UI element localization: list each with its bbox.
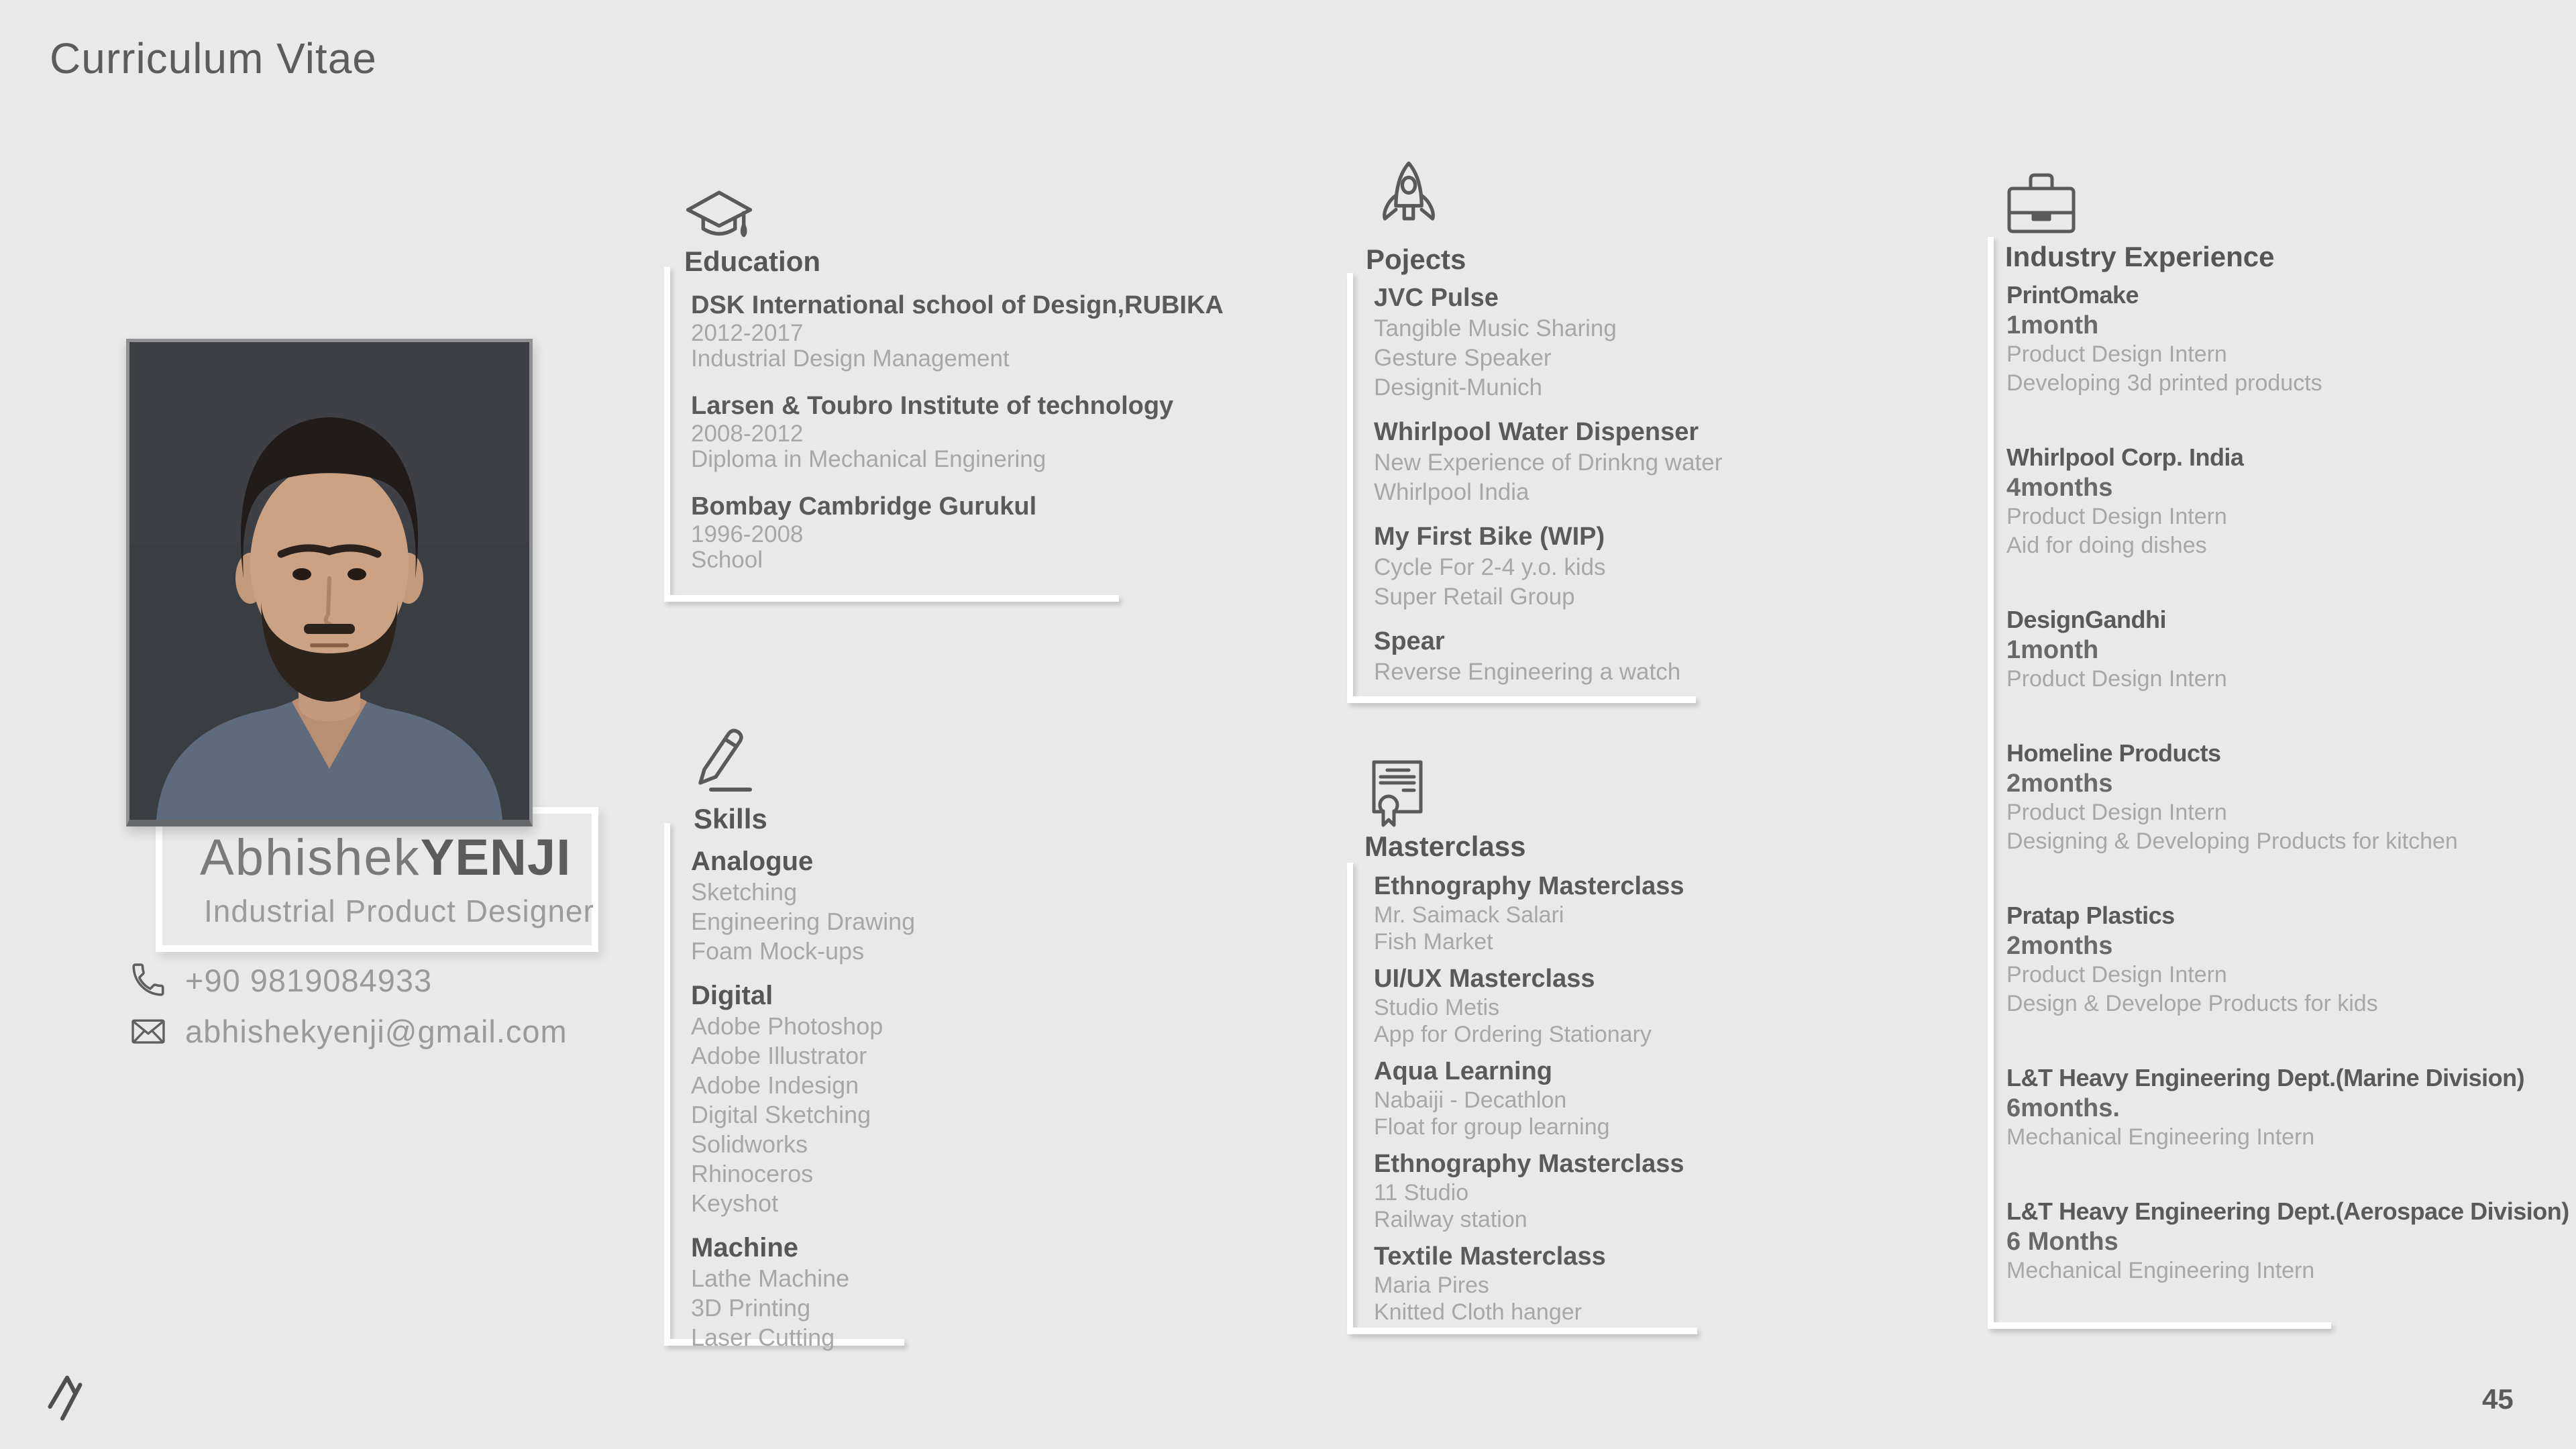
industry-experience-label: Industry Experience (2005, 241, 2275, 272)
industry-detail-line: Product Design Intern (2006, 504, 2227, 529)
skill-item: Foam Mock-ups (691, 937, 865, 965)
industry-details (2006, 502, 2510, 560)
school-name: Bombay Cambridge Gurukul (691, 492, 1037, 521)
skill-item: Keyshot (691, 1189, 779, 1217)
industry-detail-line: Developing 3d printed products (2006, 370, 2322, 396)
education-left-line (664, 267, 670, 595)
skill-item: Rhinoceros (691, 1160, 814, 1187)
company-name: Whirlpool Corp. India (2006, 443, 2244, 471)
ay-monogram-logo (43, 1368, 102, 1434)
masterclass-title: Aqua Learning (1374, 1057, 1553, 1085)
industry-left-line (1988, 237, 1994, 1322)
industry-entry (2006, 1196, 2569, 1285)
skill-group-label: Machine (691, 1233, 799, 1263)
masterclass-section (1347, 751, 1776, 1336)
company-name: L&T Heavy Engineering Dept.(Marine Division) (2006, 1064, 2525, 1091)
page-title: Curriculum Vitae (50, 34, 377, 83)
duration: 6months. (2006, 1094, 2120, 1122)
skills-groups (691, 832, 953, 1352)
portrait-illustration (129, 342, 529, 820)
skill-item: Adobe Photoshop (691, 1012, 883, 1040)
project-detail-line: Designit-Munich (1374, 374, 1542, 400)
project-entry (1374, 521, 1770, 612)
school-detail-line: 2012-2017 (691, 320, 804, 346)
education-label: Education (684, 246, 821, 277)
skills-section (664, 721, 953, 1352)
projects-section (1347, 158, 1776, 704)
duration: 1month (2006, 636, 2099, 664)
page-number: 45 (2482, 1383, 2514, 1415)
school-name: Larsen & Toubro Institute of technology (691, 392, 1174, 420)
industry-details (2006, 665, 2510, 694)
person-role: Industrial Product Designer (204, 894, 594, 928)
project-title: JVC Pulse (1374, 284, 1499, 312)
pencil-icon (688, 725, 755, 800)
industry-entry (2006, 1063, 2525, 1152)
school-detail-line: Industrial Design Management (691, 345, 1010, 372)
masterclass-label: Masterclass (1364, 830, 1526, 862)
project-entry (1374, 416, 1770, 507)
masterclass-details (1374, 1179, 1770, 1233)
project-title: My First Bike (WIP) (1374, 523, 1605, 551)
skill-items (691, 1264, 953, 1352)
education-entry (691, 390, 1174, 472)
skill-group-label: Analogue (691, 847, 814, 876)
rocket-icon (1377, 158, 1441, 245)
industry-details (2006, 1123, 2510, 1152)
duration: 6 Months (2006, 1228, 2118, 1256)
education-entries (691, 290, 1224, 592)
industry-detail-line: Design & Develope Products for kids (2006, 991, 2378, 1016)
industry-details (2006, 340, 2510, 398)
project-details (1374, 553, 1770, 612)
school-details (691, 421, 1127, 472)
projects-label: Pojects (1366, 244, 1466, 275)
project-entry (1374, 625, 1770, 687)
skill-item: Solidworks (691, 1130, 808, 1158)
industry-details (2006, 1256, 2510, 1285)
school-detail-line: 1996-2008 (691, 521, 804, 547)
industry-detail-line: Designing & Developing Products for kitchen (2006, 828, 2458, 854)
education-entry (691, 491, 1127, 573)
project-detail-line: New Experience of Drinkng water (1374, 449, 1723, 476)
phone-icon (129, 961, 168, 1000)
industry-entry (2006, 604, 2510, 694)
briefcase-icon (2004, 170, 2079, 237)
school-name: DSK International school of Design,RUBIKA (691, 291, 1224, 319)
masterclass-details (1374, 1272, 1770, 1326)
duration: 1month (2006, 311, 2099, 339)
masterclass-entry (1374, 1056, 1770, 1140)
company-name: L&T Heavy Engineering Dept.(Aerospace Division) (2006, 1197, 2569, 1225)
name-card (156, 807, 598, 952)
masterclass-detail-line: App for Ordering Stationary (1374, 1022, 1652, 1047)
skill-group-label: Digital (691, 981, 773, 1010)
project-detail-line: Tangible Music Sharing (1374, 315, 1617, 341)
masterclass-title: Ethnography Masterclass (1374, 872, 1684, 900)
company-name: Pratap Plastics (2006, 902, 2175, 929)
industry-detail-line: Mechanical Engineering Intern (2006, 1258, 2315, 1283)
skills-left-line (664, 823, 670, 1339)
project-details (1374, 448, 1770, 507)
skill-item: Adobe Indesign (691, 1071, 859, 1099)
school-detail-line: 2008-2012 (691, 421, 804, 447)
education-bottom-line (664, 595, 1119, 602)
duration: 2months (2006, 769, 2113, 798)
project-detail-line: Super Retail Group (1374, 584, 1575, 610)
industry-experience-section (1988, 164, 2569, 1332)
skill-item: 3D Printing (691, 1294, 811, 1322)
skill-item: Lathe Machine (691, 1265, 850, 1292)
school-details (691, 522, 1127, 573)
education-entry (691, 290, 1224, 372)
company-name: Homeline Products (2006, 739, 2221, 767)
project-detail-line: Gesture Speaker (1374, 345, 1552, 371)
masterclass-entries (1374, 871, 1770, 1334)
industry-entry (2006, 280, 2510, 398)
company-name: PrintOmake (2006, 281, 2139, 309)
industry-detail-line: Aid for doing dishes (2006, 533, 2207, 558)
project-title: Whirlpool Water Dispenser (1374, 418, 1699, 446)
project-details (1374, 657, 1770, 687)
masterclass-detail-line: Railway station (1374, 1207, 1527, 1232)
masterclass-detail-line: Nabaiji - Decathlon (1374, 1087, 1567, 1113)
project-details (1374, 314, 1770, 402)
masterclass-detail-line: Studio Metis (1374, 995, 1500, 1020)
industry-detail-line: Product Design Intern (2006, 962, 2227, 987)
skill-item: Engineering Drawing (691, 908, 916, 935)
contact-block (129, 961, 568, 1063)
masterclass-details (1374, 902, 1770, 955)
masterclass-title: Textile Masterclass (1374, 1242, 1606, 1271)
masterclass-title: Ethnography Masterclass (1374, 1150, 1684, 1178)
skill-item: Sketching (691, 878, 798, 906)
masterclass-details (1374, 994, 1770, 1048)
skill-group (691, 845, 953, 966)
skills-label: Skills (694, 803, 767, 835)
industry-detail-line: Mechanical Engineering Intern (2006, 1124, 2315, 1150)
industry-detail-line: Product Design Intern (2006, 800, 2227, 825)
first-name: Abhishek (200, 829, 421, 886)
certificate-icon (1368, 757, 1430, 829)
duration: 2months (2006, 932, 2113, 960)
school-detail-line: Diploma in Mechanical Enginering (691, 446, 1046, 472)
masterclass-detail-line: Maria Pires (1374, 1273, 1489, 1298)
skill-items (691, 1012, 953, 1218)
duration: 4months (2006, 474, 2113, 502)
masterclass-entry (1374, 963, 1770, 1048)
email-icon (129, 1012, 168, 1051)
project-detail-line: Cycle For 2-4 y.o. kids (1374, 554, 1606, 580)
masterclass-detail-line: Knitted Cloth hanger (1374, 1299, 1582, 1325)
masterclass-detail-line: Fish Market (1374, 929, 1493, 955)
email-row (129, 1012, 568, 1051)
masterclass-detail-line: Mr. Saimack Salari (1374, 902, 1564, 928)
email-address: abhishekyenji@gmail.com (185, 1013, 568, 1049)
masterclass-detail-line: 11 Studio (1374, 1180, 1469, 1205)
phone-row (129, 961, 568, 1000)
industry-details (2006, 961, 2510, 1018)
last-name: YENJI (420, 829, 572, 886)
masterclass-left-line (1347, 863, 1353, 1328)
masterclass-details (1374, 1087, 1770, 1140)
project-title: Spear (1374, 627, 1445, 655)
industry-entry (2006, 442, 2510, 560)
project-entry (1374, 282, 1770, 402)
person-name (200, 828, 571, 887)
project-detail-line: Reverse Engineering a watch (1374, 659, 1681, 685)
skill-item: Laser Cutting (691, 1324, 835, 1351)
masterclass-entry (1374, 871, 1770, 955)
masterclass-detail-line: Float for group learning (1374, 1114, 1610, 1140)
profile-photo (126, 339, 533, 826)
school-detail-line: School (691, 547, 763, 573)
education-section (664, 181, 1224, 605)
industry-entry (2006, 738, 2510, 856)
masterclass-entry (1374, 1241, 1770, 1326)
company-name: DesignGandhi (2006, 606, 2167, 633)
skill-items (691, 877, 953, 966)
masterclass-entry (1374, 1148, 1770, 1233)
project-entries (1374, 282, 1770, 700)
industry-detail-line: Product Design Intern (2006, 666, 2227, 692)
industry-entry (2006, 900, 2510, 1018)
skill-item: Digital Sketching (691, 1101, 871, 1128)
masterclass-title: UI/UX Masterclass (1374, 965, 1595, 993)
project-detail-line: Whirlpool India (1374, 479, 1529, 505)
skill-group (691, 1232, 953, 1352)
industry-details (2006, 798, 2510, 856)
skill-group (691, 979, 953, 1218)
industry-entries (2006, 280, 2569, 1330)
school-details (691, 321, 1127, 372)
skill-item: Adobe Illustrator (691, 1042, 867, 1069)
phone-number: +90 9819084933 (185, 962, 433, 998)
industry-detail-line: Product Design Intern (2006, 341, 2227, 367)
projects-left-line (1347, 273, 1353, 696)
